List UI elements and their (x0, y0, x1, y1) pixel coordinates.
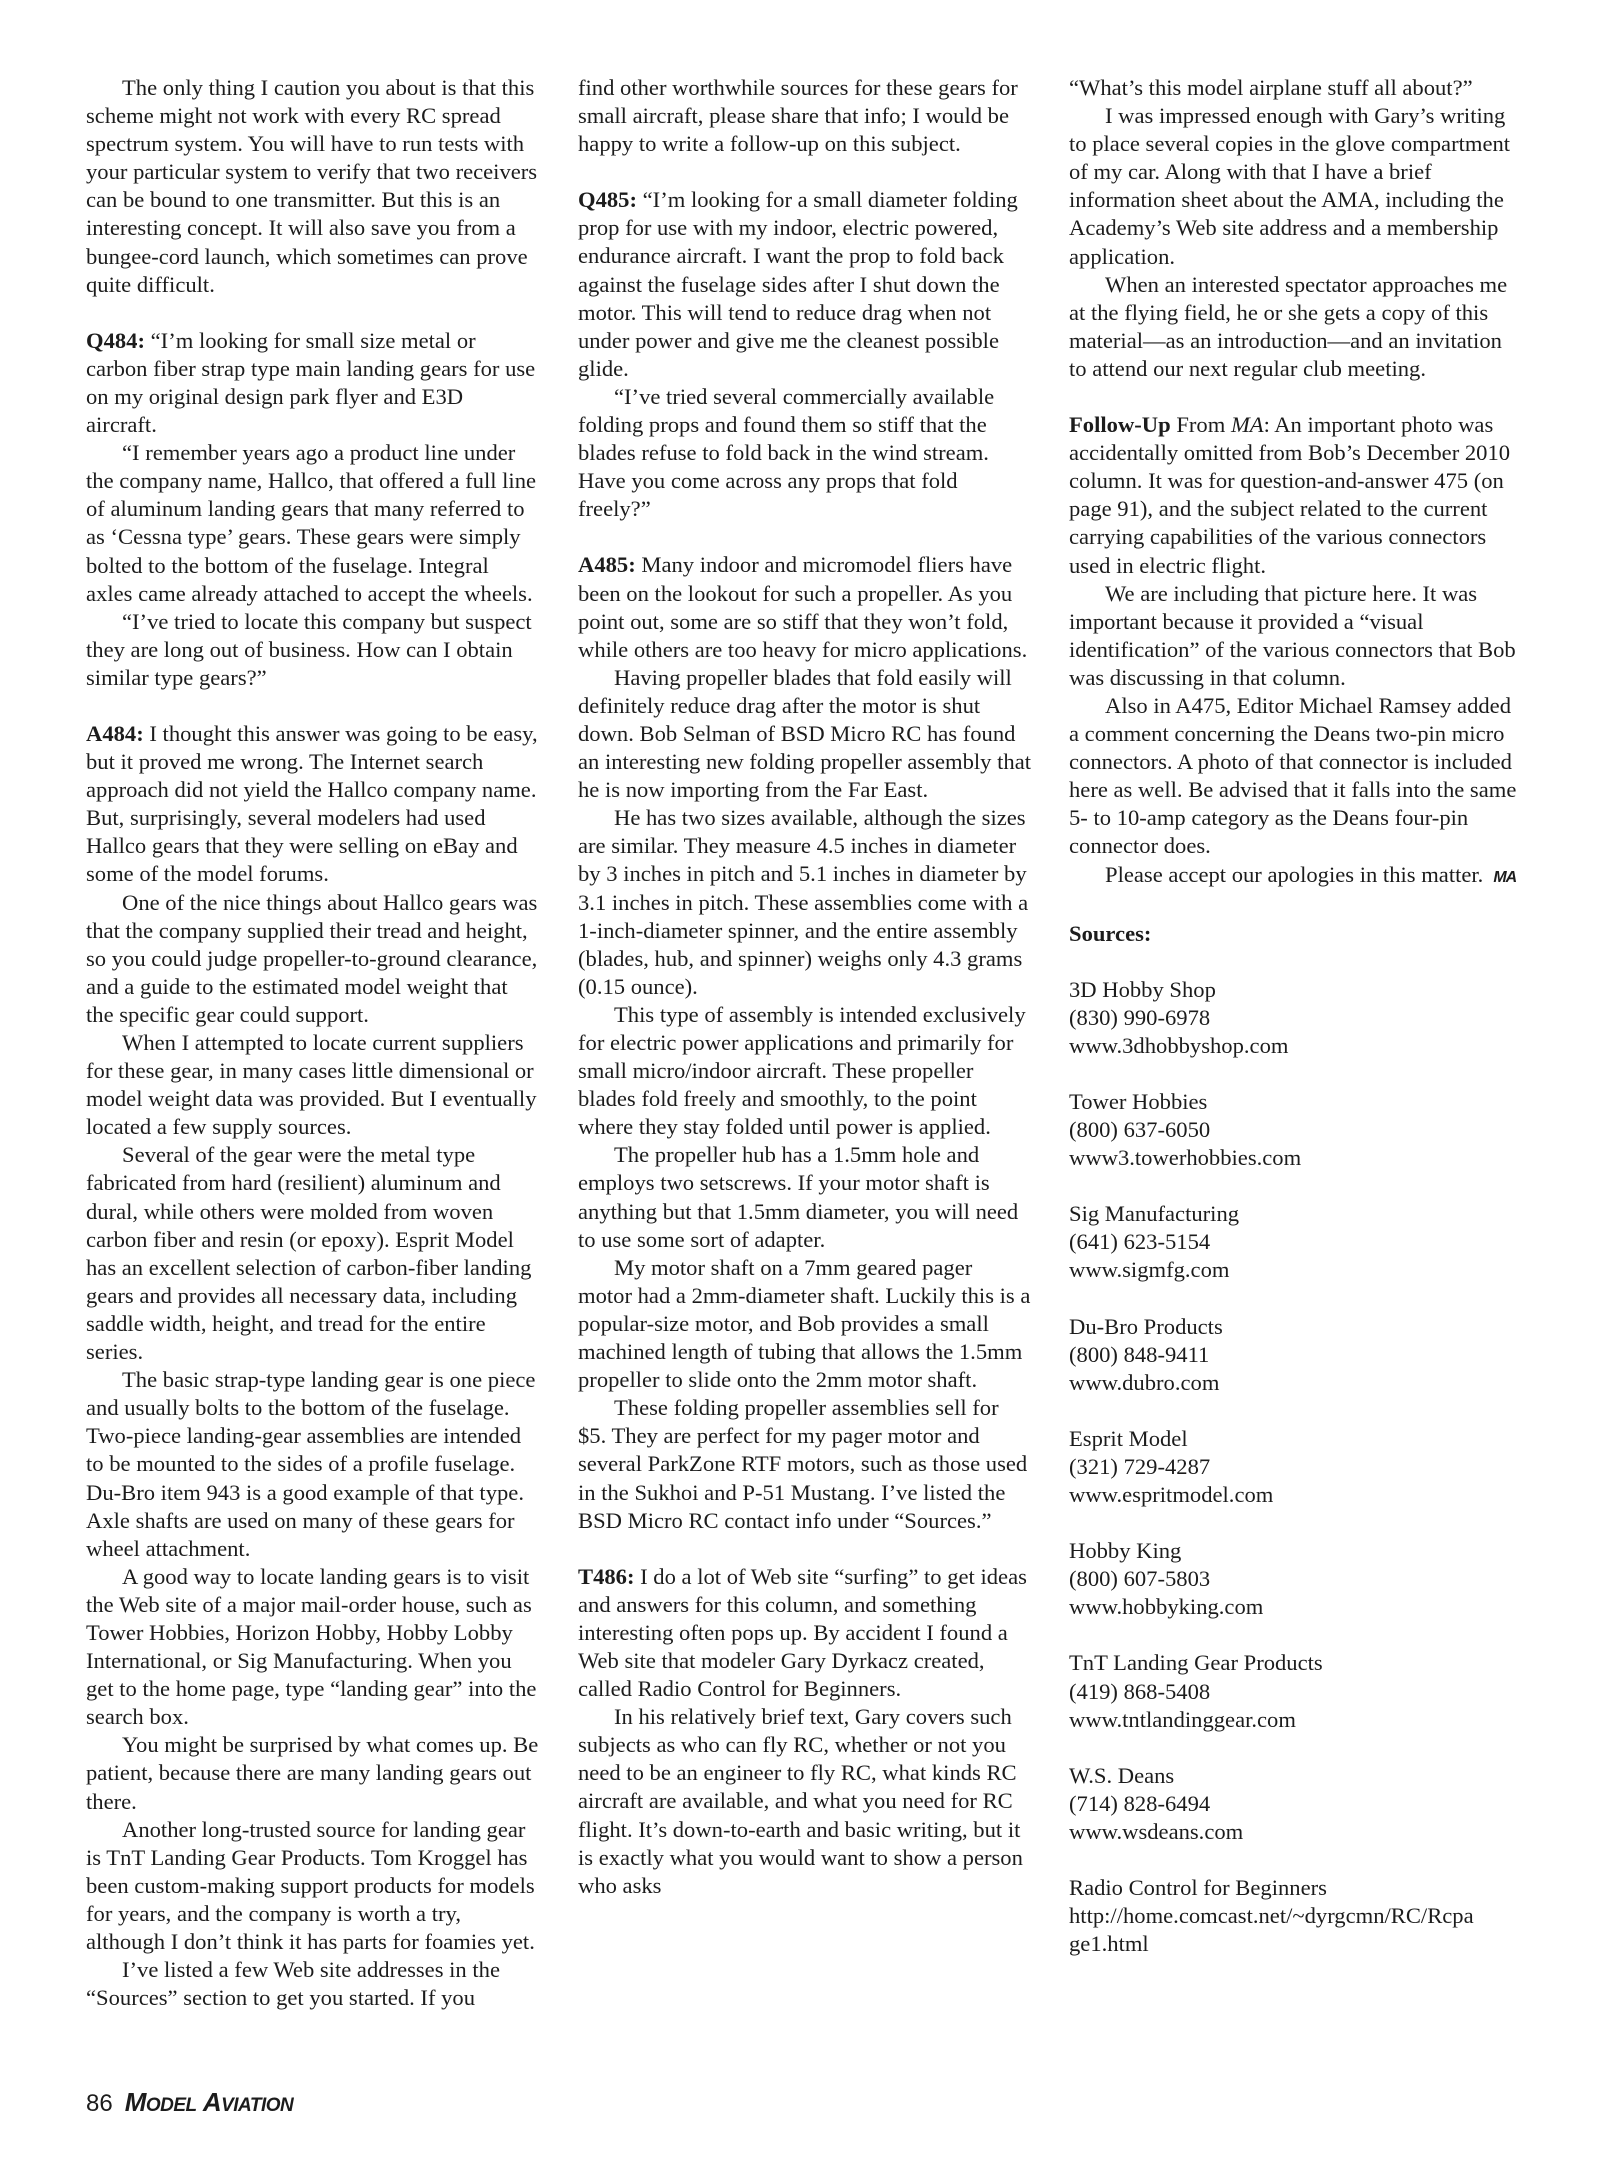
source-name: TnT Landing Gear Products (1069, 1650, 1323, 1676)
sources-list (1069, 976, 1524, 1874)
paragraph: He has two sizes available, although the sizes are similar. They measure 4.5 inches in diameter by 3 inches in pitch and 5.1 inches in diameter by 3.1 inches in pitch. These assemblies come with a 1-inch-diameter spinner, and the entire assembly (blades, hub, and spinner) weighs only 4.3 grams (0.15 ounce). (578, 805, 1029, 999)
paragraph: When I attempted to locate current suppliers for these gear, in many cases little dimensional or model weight data was provided. But I eventually located a few supply sources. (86, 1030, 537, 1140)
source-phone: (800) 607-5803 (1069, 1566, 1211, 1592)
paragraph-text: “I’m looking for small size metal or carbon fiber strap type main landing gears for use on my original design park flyer and E3D aircraft. (86, 327, 536, 438)
source-url[interactable]: www.wsdeans.com (1069, 1818, 1244, 1844)
paragraph: “I remember years ago a product line under the company name, Hallco, that offered a full line of aluminum landing gears that many referred to as ‘Cessna type’ gears. These gears were simply bolted to the bottom of the fuselage. Integral axles came already attached to accept the wheels. (86, 440, 537, 606)
source-entry (1069, 1200, 1524, 1284)
source-url[interactable]: www.espritmodel.com (1069, 1482, 1274, 1508)
paragraph-text: Many indoor and micromodel fliers have been on the lookout for such a propeller. As you point out, some are so stiff that they won’t fold, while others are too heavy for micro applications. (578, 552, 1028, 662)
source-name: Tower Hobbies (1069, 1089, 1208, 1114)
paragraph-continued: find other worthwhile sources for these gears for small aircraft, please share that info; I would be happy to write a follow-up on this subject. (578, 75, 1018, 157)
source-name: Sig Manufacturing (1069, 1201, 1240, 1227)
follow-up-from: From (1170, 412, 1231, 438)
source-entry (1069, 1425, 1524, 1509)
qa-label: A484: (86, 720, 144, 746)
paragraph: Having propeller blades that fold easily will definitely reduce drag after the motor is shut down. Bob Selman of BSD Micro RC has found an interesting new folding propeller assembly that he is now importing from the Far East. (578, 664, 1032, 803)
qa-paragraph (578, 551, 1031, 663)
qa-label: A485: (578, 552, 636, 578)
source-entry (1069, 1088, 1524, 1172)
right-column-body (1069, 74, 1524, 892)
qa-label: T486: (578, 1563, 635, 1589)
source-name: W.S. Deans (1069, 1762, 1175, 1788)
paragraph-continued: “What’s this model airplane stuff all about?” (1069, 75, 1473, 100)
source-entry (1069, 1874, 1524, 1958)
closing-paragraph (1069, 861, 1524, 892)
qa-label: Follow-Up (1069, 412, 1171, 438)
paragraph: These folding propeller assemblies sell for $5. They are perfect for my pager motor and several ParkZone RTF motors, such as those used in the Sukhoi and P-51 Mustang. I’ve listed the BSD Micro RC contact info under “Sources.” (578, 1395, 1028, 1533)
paragraph: My motor shaft on a 7mm geared pager motor had a 2mm-diameter shaft. Luckily this is a popular-size motor, and Bob provides a small machined length of tubing that allows the 1.5mm propeller to slide onto the 2mm motor shaft. (578, 1254, 1031, 1393)
source-phone: (641) 623-5154 (1069, 1229, 1211, 1255)
source-entry (1069, 1537, 1524, 1621)
qa-paragraph (578, 186, 1031, 383)
source-entry (1069, 1313, 1524, 1397)
source-name: 3D Hobby Shop (1069, 976, 1216, 1002)
source-entry (1069, 1649, 1524, 1733)
source-phone: (800) 848-9411 (1069, 1341, 1210, 1367)
paragraph: A good way to locate landing gears is to visit the Web site of a major mail-order house, such as Tower Hobbies, Horizon Hobby, Hobby Lobby International, or Sig Manufacturing. When you get to the home page, type “landing gear” into the search box. (86, 1563, 537, 1730)
source-url[interactable]: www.hobbyking.com (1069, 1594, 1264, 1620)
paragraph: When an interested spectator approaches me at the flying field, he or she gets a copy of this material—as an introduction—and an invitation to attend our next regular club meeting. (1069, 271, 1508, 381)
source-phone: (419) 868-5408 (1069, 1678, 1211, 1704)
paragraph: One of the nice things about Hallco gears was that the company supplied their tread and height, so you could judge propeller-to-ground clearance, and a guide to the estimated model weight that the specific gear could support. (86, 889, 538, 1027)
paragraph: I’ve listed a few Web site addresses in the “Sources” section to get you started. If you (86, 1957, 500, 2011)
page-footer (86, 2087, 293, 2118)
magazine-abbrev: MA (1230, 412, 1264, 438)
sources-heading: Sources: (1069, 920, 1152, 946)
source-phone: (321) 729-4287 (1069, 1453, 1211, 1479)
column-middle (578, 74, 1031, 1900)
source-url[interactable]: www.tntlandinggear.com (1069, 1706, 1296, 1732)
paragraph: “I’ve tried several commercially available folding props and found them so stiff that the blades refuse to fold back in the wind stream. Have you come across any props that fold freely?” (578, 383, 995, 522)
source-name: Hobby King (1069, 1538, 1182, 1564)
source-url[interactable]: www.dubro.com (1069, 1369, 1220, 1395)
source-name: Radio Control for Beginners (1069, 1874, 1327, 1900)
column-right (1069, 74, 1524, 1958)
paragraph-text: I do a lot of Web site “surfing” to get ideas and answers for this column, and something interesting often pops up. By accident I found a Web site that modeler Gary Dyrkacz created, called Radio Control for Beginners. (578, 1563, 1027, 1702)
paragraph-text: I thought this answer was going to be easy, but it proved me wrong. The Internet search approach did not yield the Hallco company name. But, surprisingly, several modelers had used Hallco gears that they were selling on eBay and some of the model forums. (86, 720, 538, 887)
end-mark: MA (1493, 868, 1517, 886)
qa-paragraph (578, 1563, 1031, 1703)
qa-label: Q485: (578, 187, 637, 213)
magazine-name: MODEL AVIATION (124, 2087, 294, 2117)
source-phone: (800) 637-6050 (1069, 1117, 1211, 1143)
paragraph: I was impressed enough with Gary’s writing to place several copies in the glove compartment of my car. Along with that I have a brief information sheet about the AMA, including the Academy’s Web site address and a membership application. (1069, 103, 1511, 269)
paragraph: You might be surprised by what comes up. Be patient, because there are many landing gears out there. (86, 1732, 539, 1814)
qa-paragraph (86, 720, 539, 889)
paragraph-text: “I’m looking for a small diameter folding prop for use with my indoor, electric powered, endurance aircraft. I want the prop to fold back against the fuselage sides after I shut down the motor. This will tend to reduce drag when not under power and give me the cleanest possible glide. (578, 187, 1018, 381)
source-url[interactable]: http://home.comcast.net/~dyrgcmn/RC/Rcpa (1069, 1903, 1474, 1929)
qa-paragraph (86, 327, 539, 439)
qa-label: Q484: (86, 327, 145, 353)
paragraph: In his relatively brief text, Gary covers such subjects as who can fly RC, whether or not you need to be an engineer to fly RC, what kinds RC aircraft are available, and what you need for RC flight. It’s down-to-earth and basic writing, but it is exactly what you would want to show a person who asks (578, 1704, 1023, 1898)
source-url[interactable]: www.sigmfg.com (1069, 1257, 1230, 1283)
paragraph: The basic strap-type landing gear is one piece and usually bolts to the bottom of the fuselage. Two-piece landing-gear assemblies are intended to be mounted to the sides of a profile fuselage. Du-Bro item 943 is a good example of that type. Axle shafts are used on many of these gears for wheel attachment. (86, 1367, 536, 1561)
source-url-continued[interactable]: ge1.html (1069, 1931, 1149, 1957)
paragraph: Another long-trusted source for landing gear is TnT Landing Gear Products. Tom Kroggel has been custom-making support products for models for years, and the company is worth a try, although I don’t think it has parts for foamies yet. (86, 1816, 535, 1954)
source-url[interactable]: www.3dhobbyshop.com (1069, 1032, 1289, 1058)
paragraph: Several of the gear were the metal type fabricated from hard (resilient) aluminum and dural, while others were molded from woven carbon fiber and resin (or epoxy). Esprit Model has an excellent selection of carbon-fiber landing gears and provides all necessary data, including saddle width, height, and tread for the entire series. (86, 1142, 532, 1365)
column-left (86, 74, 539, 2012)
source-name: Esprit Model (1069, 1425, 1188, 1451)
paragraph: The propeller hub has a 1.5mm hole and employs two setscrews. If your motor shaft is anything but that 1.5mm diameter, you will need to use some sort of adapter. (578, 1142, 1019, 1252)
source-entry (1069, 976, 1524, 1060)
paragraph: The only thing I caution you about is that this scheme might not work with every RC spread spectrum system. You will have to run tests with your particular system to verify that two receivers can be bound to one transmitter. But this is an interesting concept. It will also save you from a bungee-cord launch, which sometimes can prove quite difficult. (86, 75, 538, 297)
source-name: Du-Bro Products (1069, 1313, 1223, 1339)
source-phone: (714) 828-6494 (1069, 1790, 1211, 1816)
paragraph: Also in A475, Editor Michael Ramsey added a comment concerning the Deans two-pin micro connectors. A photo of that connector is included here as well. Be advised that it falls into the same 5- to 10-amp category as the Deans four-pin connector does. (1069, 692, 1517, 859)
paragraph: This type of assembly is intended exclusively for electric power applications and primarily for small micro/indoor aircraft. These propeller blades fold freely and smoothly, to the point where they stay folded until power is applied. (578, 1001, 1026, 1140)
source-url[interactable]: www3.towerhobbies.com (1069, 1145, 1302, 1171)
paragraph: We are including that picture here. It was important because it provided a “visual identification” of the various connectors that Bob was discussing in that column. (1069, 580, 1516, 690)
page-number: 86 (86, 2090, 113, 2117)
paragraph-text: Please accept our apologies in this matter. (1105, 861, 1484, 887)
source-entry (1069, 1762, 1524, 1846)
paragraph: “I’ve tried to locate this company but suspect they are long out of business. How can I obtain similar type gears?” (86, 608, 532, 690)
follow-up-paragraph (1069, 411, 1524, 580)
paragraph-text: : An important photo was accidentally omitted from Bob’s December 2010 column. It was for question-and-answer 475 (on page 91), and the subject related to the current carrying capabilities of the various connectors used in electric flight. (1069, 412, 1511, 578)
source-phone: (830) 990-6978 (1069, 1004, 1211, 1030)
